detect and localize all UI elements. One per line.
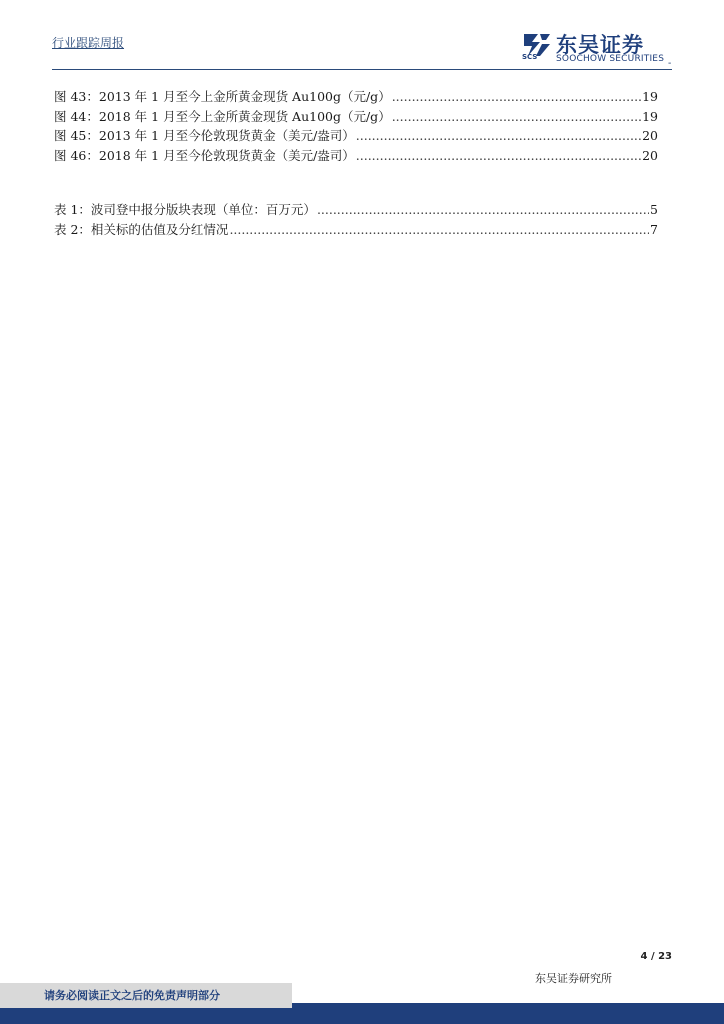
brand-logo bbox=[520, 30, 670, 66]
leader-dots bbox=[392, 89, 641, 104]
leader-dots bbox=[392, 109, 641, 124]
table-entry-label: 表 2：相关标的估值及分红情况 bbox=[54, 221, 229, 237]
figure-entry-label: 图 43：2013 年 1 月至今上金所黄金现货 Au100g（元/g） bbox=[54, 89, 391, 104]
table-entry-page: 5 bbox=[650, 202, 658, 217]
disclaimer-notice: 请务必阅读正文之后的免责声明部分 bbox=[0, 983, 292, 1008]
figure-entry-page: 19 bbox=[642, 108, 658, 124]
figure-entry-label: 图 45：2013 年 1 月至今伦敦现货黄金（美元/盎司） bbox=[54, 128, 355, 143]
brand-abbr: SCS bbox=[522, 53, 538, 61]
figure-entry[interactable] bbox=[54, 146, 658, 166]
figure-entry-page: 19 bbox=[642, 89, 658, 104]
figure-list bbox=[54, 87, 658, 165]
brand-name-en: SOOCHOW SECURITIES bbox=[556, 54, 665, 64]
table-entry-label: 表 1：波司登中报分版块表现（单位：百万元） bbox=[54, 202, 316, 217]
page-indicator: 4 / 23 bbox=[640, 951, 672, 962]
table-list bbox=[54, 200, 658, 239]
table-entry[interactable] bbox=[54, 220, 658, 240]
figure-entry-label: 图 44：2018 年 1 月至今上金所黄金现货 Au100g（元/g） bbox=[54, 108, 391, 124]
institute-name: 东吴证券研究所 bbox=[535, 972, 612, 985]
table-entry[interactable] bbox=[54, 200, 658, 220]
figure-entry-label: 图 46：2018 年 1 月至今伦敦现货黄金（美元/盎司） bbox=[54, 147, 355, 163]
header-divider bbox=[52, 69, 672, 70]
brand-name-cn: 东吴证券 bbox=[556, 33, 644, 57]
header-dash: - bbox=[668, 58, 672, 69]
table-entry-page: 7 bbox=[650, 221, 658, 237]
figure-entry[interactable] bbox=[54, 126, 658, 146]
figure-entry-page: 20 bbox=[642, 128, 658, 143]
figure-entry-page: 20 bbox=[642, 147, 658, 163]
leader-dots bbox=[356, 128, 641, 143]
leader-dots bbox=[317, 202, 649, 217]
figure-entry[interactable] bbox=[54, 87, 658, 107]
report-type-label: 行业跟踪周报 bbox=[52, 36, 125, 50]
leader-dots bbox=[229, 222, 649, 237]
figure-entry[interactable] bbox=[54, 107, 658, 127]
leader-dots bbox=[356, 148, 641, 163]
